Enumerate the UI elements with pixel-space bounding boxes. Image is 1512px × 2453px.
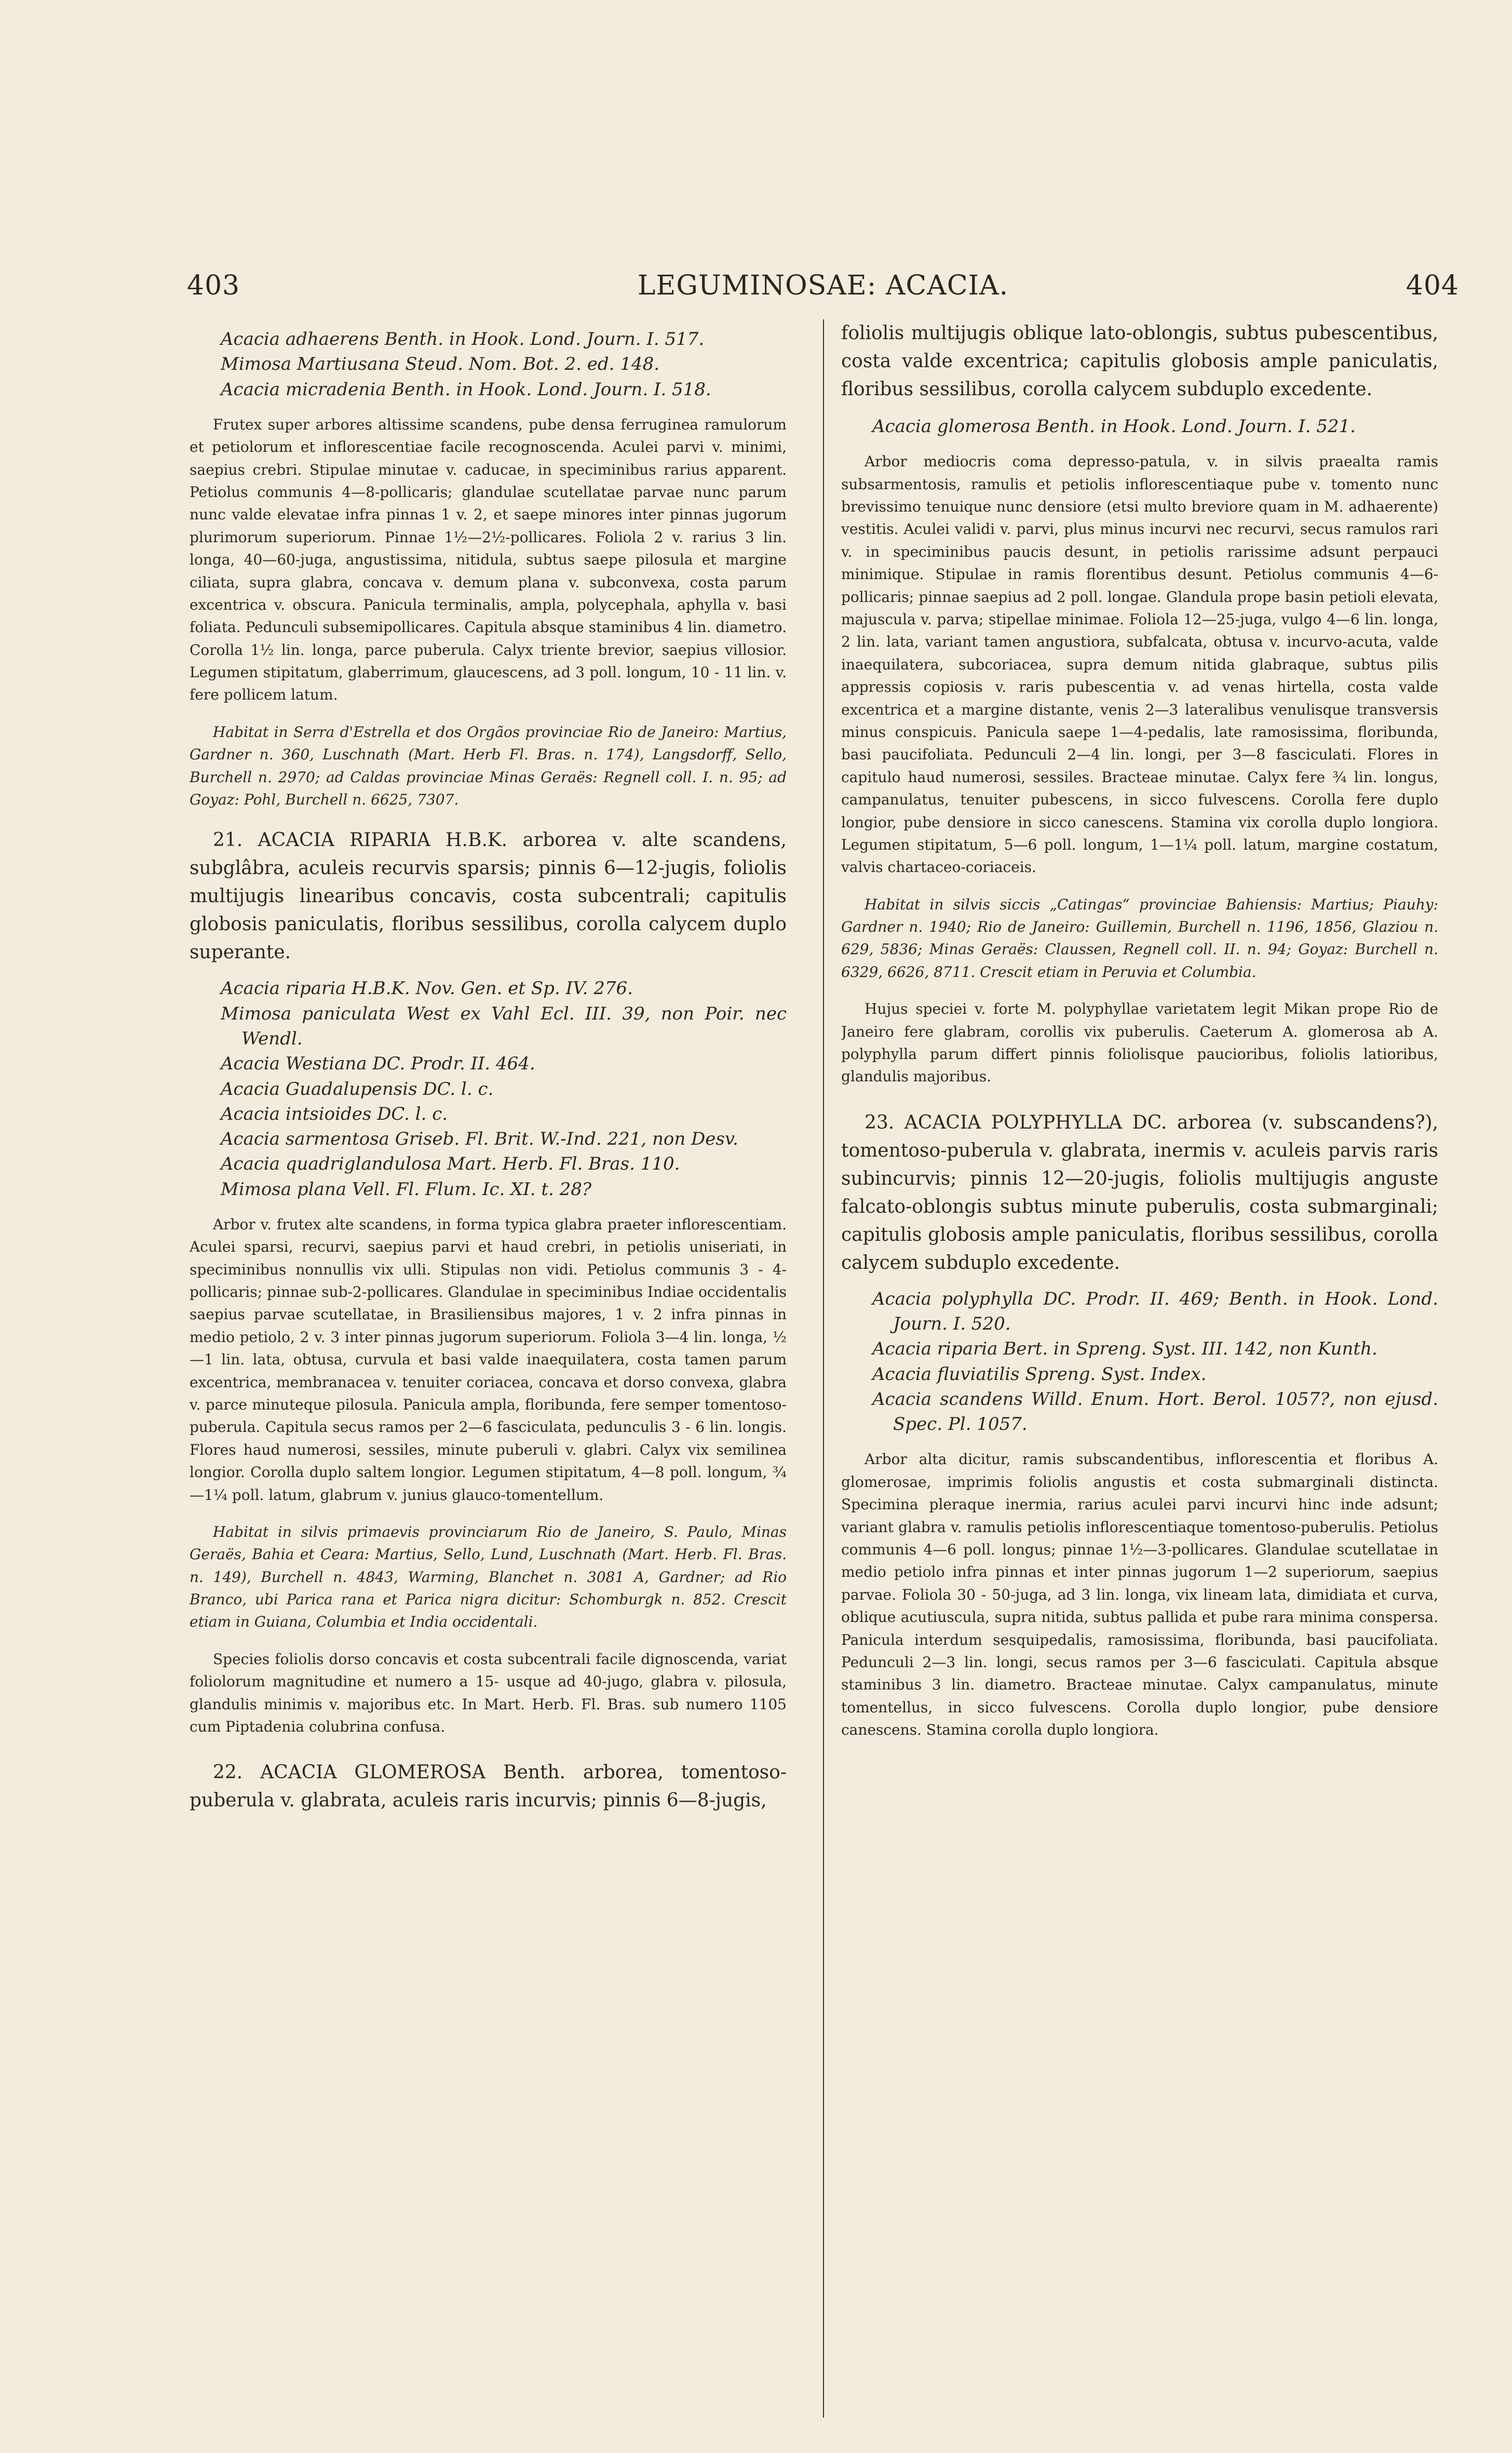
synonym: Acacia fluviatilis Spreng. Syst. Index. bbox=[872, 1363, 1207, 1385]
synonym-list bbox=[841, 414, 1438, 439]
synonym: Acacia glomerosa Benth. in Hook. Lond. Journ. I. 521. bbox=[872, 416, 1356, 437]
synonym: Acacia micradenia Benth. in Hook. Lond. Journ. I. 518. bbox=[221, 379, 711, 400]
note-paragraph: Hujus speciei v. forte M. polyphyllae varietatem legit Mikan prope Rio de Janeiro fere glabram, corollis vix puberulis. Caeterum A. glomerosa ab A. polyphylla parum differt pinnis foliolisque paucioribus, foliolis latioribus, glandulis majoribus. bbox=[841, 1000, 1438, 1085]
synonym: Acacia scandens Willd. Enum. Hort. Berol. 1057?, non ejusd. Spec. Pl. 1057. bbox=[872, 1388, 1438, 1435]
synonym-list bbox=[841, 1286, 1438, 1437]
habitat-paragraph: Habitat in silvis siccis „Catingas“ provinciae Bahiensis: Martius; Piauhy: Gardner n. 1940; Rio de Janeiro: Guillemin, Burchell n. 1196, 1856, Glaziou n. 629, 5836; Minas Geraës: Claussen, Regnell coll. II. n. 94; Goyaz: Burchell n. 6329, 6626, 8711. Crescit etiam in Peruvia et Columbia. bbox=[841, 895, 1438, 981]
species-diagnosis: 22. ACACIA GLOMEROSA Benth. arborea, tomentoso-puberula v. glabrata, aculeis raris incurvis; pinnis 6—8-jugis, bbox=[190, 1762, 787, 1812]
synonym: Acacia adhaerens Benth. in Hook. Lond. Journ. I. 517. bbox=[221, 329, 705, 350]
column-divider bbox=[823, 319, 824, 2418]
synonym: Acacia sarmentosa Griseb. Fl. Brit. W.-Ind. 221, non Desv. bbox=[221, 1129, 738, 1150]
species-description: Arbor alta dicitur, ramis subscandentibus, inflorescentia et floribus A. glomerosae, imprimis foliolis angustis et costa submarginali distincta. Specimina pleraque inermia, rarius aculei parvi incurvi hinc inde adsunt; variant glabra v. ramulis petiolis inflorescentiaque tomentoso-puberulis. Petiolus communis 4—6 poll. longus; pinnae 1½—3-pollicares. Glandulae scutellatae in medio petiolo infra pinnas et inter pinnas jugorum 1—2 superiorum, saepius parvae. Foliola 30 - 50-juga, ad 3 lin. longa, vix lineam lata, dimidiata et curva, oblique acutiuscula, supra nitida, subtus pallida et pube rara minima conspersa. Panicula interdum sesquipedalis, ramosissima, floribunda, basi paucifoliata. Pedunculi 2—3 lin. longi, secus ramos per 3—6 fasciculati. Capitula absque staminibus 3 lin. diametro. Bracteae minutae. Calyx campanulatus, minute tomentellus, in sicco fulvescens. Corolla duplo longior, pube densiore canescens. Stamina corolla duplo longiora. bbox=[841, 1451, 1438, 1739]
left-column bbox=[190, 319, 787, 2418]
running-title: LEGUMINOSAE: ACACIA. bbox=[637, 270, 1009, 301]
synonym: Mimosa plana Vell. Fl. Flum. Ic. XI. t. 28? bbox=[221, 1178, 592, 1200]
page-header bbox=[187, 270, 1459, 312]
species-diagnosis: 21. ACACIA RIPARIA H.B.K. arborea v. alte scandens, subglâbra, aculeis recurvis sparsis; pinnis 6—12-jugis, foliolis multijugis linearibus concavis, costa subcentrali; capitulis globosis paniculatis, floribus sessilibus, corolla calycem duplo superante. bbox=[190, 829, 787, 963]
synonym: Acacia riparia H.B.K. Nov. Gen. et Sp. IV. 276. bbox=[221, 978, 633, 999]
synonym: Acacia polyphylla DC. Prodr. II. 469; Benth. in Hook. Lond. Journ. I. 520. bbox=[872, 1288, 1438, 1335]
species-diagnosis: 23. ACACIA POLYPHYLLA DC. arborea (v. subscandens?), tomentoso-puberula v. glabrata, inermis v. aculeis parvis raris subincurvis; pinnis 12—20-jugis, foliolis multijugis anguste falcato-oblongis subtus minute puberulis, costa submarginali; capitulis globosis ample paniculatis, floribus sessilibus, corolla calycem subduplo excedente. bbox=[841, 1111, 1438, 1274]
synonym: Acacia riparia Bert. in Spreng. Syst. III. 142, non Kunth. bbox=[872, 1338, 1378, 1360]
habitat-paragraph: Habitat in Serra d'Estrella et dos Orgãos provinciae Rio de Janeiro: Martius, Gardner n. 360, Luschnath (Mart. Herb Fl. Bras. n. 174), Langsdorff, Sello, Burchell n. 2970; ad Caldas provinciae Minas Geraës: Regnell coll. I. n. 95; ad Goyaz: Pohl, Burchell n. 6625, 7307. bbox=[190, 723, 787, 809]
synonym: Acacia Guadalupensis DC. l. c. bbox=[221, 1078, 494, 1100]
species-description: Arbor mediocris coma depresso-patula, v. in silvis praealta ramis subsarmentosis, ramulis et petiolis inflorescentiaque pube v. tomento nunc brevissimo tenuique nunc densiore (etsi multo breviore quam in M. adhaerente) vestitis. Aculei validi v. parvi, plus minus incurvi nec recurvi, secus ramulos rari v. in speciminibus paucis desunt, in petiolis rarissime adsunt perpauci minimique. Stipulae in ramis florentibus desunt. Petiolus communis 4—6-pollicaris; pinnae saepius ad 2 poll. longae. Glandula prope basin petioli elevata, majuscula v. parva; stipellae minimae. Foliola 12—25-juga, vulgo 4—6 lin. longa, 2 lin. lata, variant tamen angustiora, subfalcata, obtusa v. incurvo-acuta, valde inaequilatera, subcoriacea, supra demum nitida glabraque, subtus pilis appressis copiosis v. raris pubescentia v. ad venas hirtella, costa valde excentrica et a margine distante, venis 2—3 lateralibus venulisque transversis minus conspicuis. Panicula saepe 1—4-pedalis, late ramosissima, floribunda, basi paucifoliata. Pedunculi 2—4 lin. longi, per 3—8 fasciculati. Flores in capitulo haud numerosi, sessiles. Bracteae minutae. Calyx fere ¾ lin. longus, campanulatus, tenuiter pubescens, in sicco fulvescens. Corolla fere duplo longior, pube densiore in sicco canescens. Stamina vix corolla duplo longiora. Legumen stipitatum, 5—6 poll. longum, 1—1¼ poll. latum, margine costatum, valvis chartaceo-coriaceis. bbox=[841, 453, 1438, 876]
species-description: Frutex super arbores altissime scandens, pube densa ferruginea ramulorum et petiolorum et inflorescentiae facile recognoscenda. Aculei parvi v. minimi, saepius crebri. Stipulae minutae v. caducae, in speciminibus rarius apparent. Petiolus communis 4—8-pollicaris; glandulae scutellatae parvae nunc parum nunc valde elevatae infra pinnas 1 v. 2, et saepe minores inter pinnas jugorum plurimorum superiorum. Pinnae 1½—2½-pollicares. Foliola 2 v. rarius 3 lin. longa, 40—60-juga, angustissima, nitidula, subtus saepe pilosula et margine ciliata, supra glabra, concava v. demum plana v. subconvexa, costa parum excentrica v. obscura. Panicula terminalis, ampla, polycephala, aphylla v. basi foliata. Pedunculi subsemipollicares. Capitula absque staminibus 4 lin. diametro. Corolla 1½ lin. longa, parce puberula. Calyx triente brevior, saepius villosior. Legumen stipitatum, glaberrimum, glaucescens, ad 3 poll. longum, 10 - 11 lin. v. fere pollicem latum. bbox=[190, 415, 787, 704]
synonym: Acacia quadriglandulosa Mart. Herb. Fl. Bras. 110. bbox=[221, 1154, 680, 1175]
note-paragraph: Species foliolis dorso concavis et costa subcentrali facile dignoscenda, variat foliolorum magnitudine et numero a 15- usque ad 40-jugo, glabra v. pilosula, glandulis minimis v. majoribus etc. In Mart. Herb. Fl. Bras. sub numero 1105 cum Piptadenia colubrina confusa. bbox=[190, 1650, 787, 1736]
page-number-left: 403 bbox=[187, 270, 240, 301]
habitat-paragraph: Habitat in silvis primaevis provinciarum Rio de Janeiro, S. Paulo, Minas Geraës, Bahia et Ceara: Martius, Sello, Lund, Luschnath (Mart. Herb. Fl. Bras. n. 149), Burchell n. 4843, Warming, Blanchet n. 3081 A, Gardner; ad Rio Branco, ubi Parica rana et Parica nigra dicitur: Schomburgk n. 852. Crescit etiam in Guiana, Columbia et India occidentali. bbox=[190, 1523, 787, 1631]
synonym: Mimosa paniculata West ex Vahl Ecl. III. 39, non Poir. nec Wendl. bbox=[221, 1003, 787, 1049]
synonym: Mimosa Martiusana Steud. Nom. Bot. 2. ed. 148. bbox=[221, 354, 660, 375]
synonym: Acacia Westiana DC. Prodr. II. 464. bbox=[221, 1053, 535, 1075]
synonym-list bbox=[190, 327, 787, 402]
species-diagnosis-continued: foliolis multijugis oblique lato-oblongis, subtus pubescentibus, costa valde excentrica; capitulis globosis ample paniculatis, floribus sessilibus, corolla calycem subduplo excedente. bbox=[841, 323, 1438, 400]
species-description: Arbor v. frutex alte scandens, in forma typica glabra praeter inflorescentiam. Aculei sparsi, recurvi, saepius parvi et haud crebri, in petiolis uniseriati, in speciminibus nonnullis vix ulli. Stipulas non vidi. Petiolus communis 3 - 4-pollicaris; pinnae sub-2-pollicares. Glandulae in speciminibus Indiae occidentalis saepius parvae scutellatae, in Brasiliensibus majores, 1 v. 2 infra pinnas in medio petiolo, 2 v. 3 inter pinnas jugorum superiorum. Foliola 3—4 lin. longa, ½—1 lin. lata, obtusa, curvula et basi valde inaequilatera, costa tamen parum excentrica, membranacea v. tenuiter coriacea, concava et dorso convexa, glabra v. parce minuteque pilosula. Panicula ampla, floribunda, fere semper tomentoso-puberula. Capitula secus ramos per 2—6 fasciculata, pedunculis 3 - 6 lin. longis. Flores haud numerosi, sessiles, minute puberuli v. glabri. Calyx vix semilinea longior. Corolla duplo saltem longior. Legumen stipitatum, 4—8 poll. longum, ¾—1¼ poll. latum, glabrum v. junius glauco-tomentellum. bbox=[190, 1215, 787, 1504]
right-column bbox=[841, 319, 1438, 2418]
synonym: Acacia intsioides DC. l. c. bbox=[221, 1103, 448, 1124]
page-number-right: 404 bbox=[1406, 270, 1459, 301]
synonym-list bbox=[190, 976, 787, 1201]
